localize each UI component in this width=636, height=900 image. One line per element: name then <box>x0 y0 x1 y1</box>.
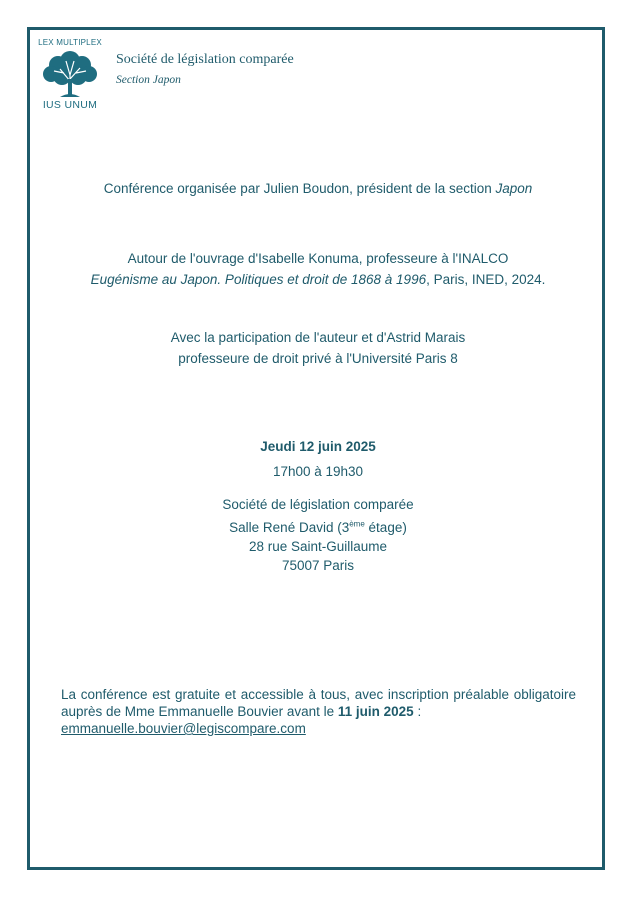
book-title: Eugénisme au Japon. Politiques et droit de 1868 à 1996 <box>90 272 427 287</box>
registration-note <box>61 686 576 737</box>
venue-street: 28 rue Saint-Guillaume <box>248 539 388 554</box>
datetime-block <box>0 436 636 482</box>
organizer-line <box>0 178 636 199</box>
book-title-line <box>0 269 636 290</box>
logo-motto-bottom: IUS UNUM <box>42 99 98 111</box>
organization-logo <box>38 38 102 114</box>
organization-header <box>116 52 294 86</box>
organization-name: Société de législation comparée <box>116 52 294 67</box>
section-name: Section Japon <box>116 74 181 86</box>
participation-line-1: Avec la participation de l'auteur et d'Astrid Marais <box>170 330 466 345</box>
tree-icon <box>42 49 98 99</box>
logo-motto-top: LEX MULTIPLEX <box>38 38 102 47</box>
venue-block <box>0 495 636 575</box>
organizer-text: Conférence organisée par Julien Boudon, président de la section <box>103 181 496 196</box>
book-block <box>0 248 636 290</box>
registration-text: La conférence est gratuite et accessible à tous, avec inscription préalable obligatoire auprès de Mme Emmanuelle Bouvier avant le <box>61 687 576 719</box>
room-floor-sup: ème <box>349 519 365 529</box>
registration-text-end: : <box>413 704 422 719</box>
venue-room <box>0 518 636 537</box>
contact-email-link[interactable]: emmanuelle.bouvier@legiscompare.com <box>61 721 306 736</box>
registration-deadline: 11 juin 2025 <box>337 704 414 719</box>
venue-city: 75007 Paris <box>281 558 355 573</box>
room-prefix: Salle René David (3 <box>229 520 350 535</box>
participation-block <box>0 327 636 369</box>
book-author-line: Autour de l'ouvrage d'Isabelle Konuma, professeure à l'INALCO <box>127 251 509 266</box>
participation-line-2: professeure de droit privé à l'Université Paris 8 <box>178 351 458 366</box>
event-time: 17h00 à 19h30 <box>272 464 364 479</box>
event-date: Jeudi 12 juin 2025 <box>260 439 376 454</box>
room-suffix: étage) <box>364 520 407 535</box>
book-publication: , Paris, INED, 2024. <box>426 272 546 287</box>
organizer-section: Japon <box>495 181 533 196</box>
venue-name: Société de législation comparée <box>222 497 414 512</box>
